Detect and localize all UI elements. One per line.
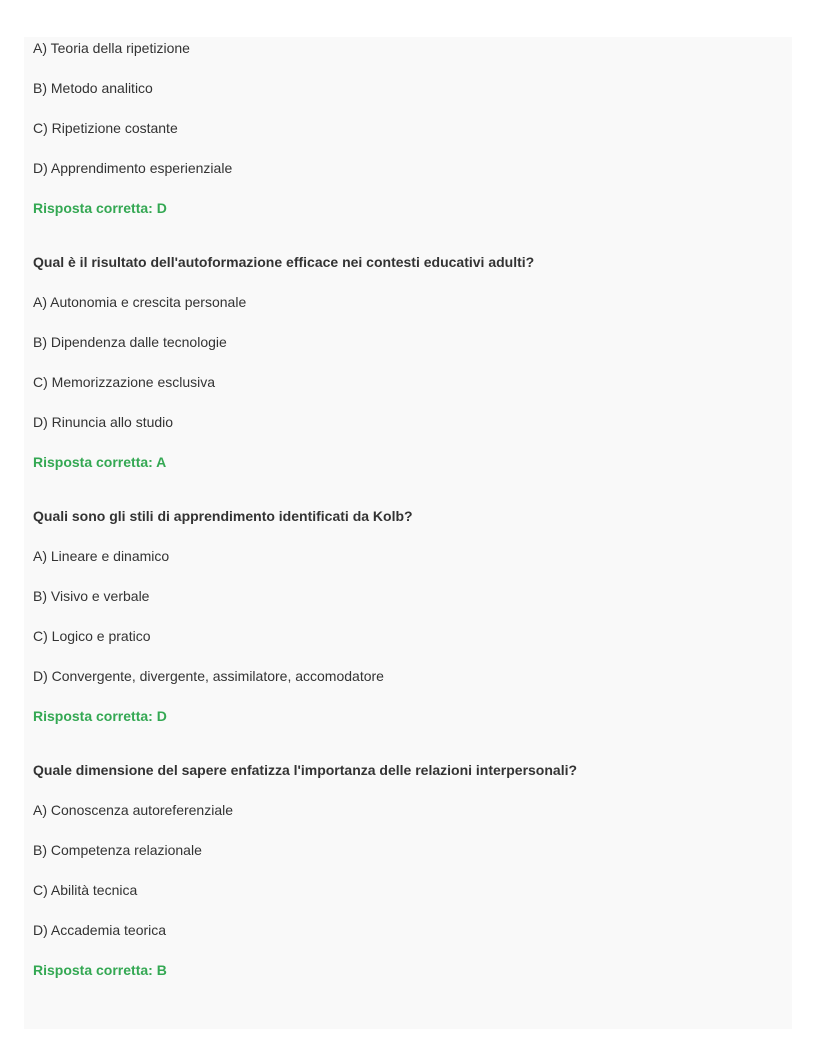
option-a: A) Autonomia e crescita personale xyxy=(33,294,247,310)
option-c: C) Logico e pratico xyxy=(33,628,151,644)
option-a: A) Conoscenza autoreferenziale xyxy=(33,802,234,818)
question-title: Quale dimensione del sapere enfatizza l'importanza delle relazioni interpersonali? xyxy=(33,762,578,778)
option-b: B) Competenza relazionale xyxy=(33,842,202,858)
option-a: A) Lineare e dinamico xyxy=(33,548,170,564)
question-title: Qual è il risultato dell'autoformazione efficace nei contesti educativi adulti? xyxy=(33,254,535,270)
option-b: B) Metodo analitico xyxy=(33,80,153,96)
question-title: Quali sono gli stili di apprendimento identificati da Kolb? xyxy=(33,508,413,524)
option-d: D) Convergente, divergente, assimilatore, accomodatore xyxy=(33,668,384,684)
option-c: C) Memorizzazione esclusiva xyxy=(33,374,216,390)
option-d: D) Rinuncia allo studio xyxy=(33,414,174,430)
correct-answer: Risposta corretta: B xyxy=(33,962,167,978)
option-c: C) Abilità tecnica xyxy=(33,882,138,898)
correct-answer: Risposta corretta: D xyxy=(33,708,167,724)
option-d: D) Apprendimento esperienziale xyxy=(33,160,233,176)
option-c: C) Ripetizione costante xyxy=(33,120,178,136)
option-d: D) Accademia teorica xyxy=(33,922,167,938)
correct-answer: Risposta corretta: A xyxy=(33,454,167,470)
option-b: B) Visivo e verbale xyxy=(33,588,150,604)
option-a: A) Teoria della ripetizione xyxy=(33,40,190,56)
question-block xyxy=(33,252,773,472)
option-b: B) Dipendenza dalle tecnologie xyxy=(33,334,227,350)
question-block xyxy=(33,760,773,980)
question-block xyxy=(33,38,773,218)
quiz-content xyxy=(33,38,773,980)
correct-answer: Risposta corretta: D xyxy=(33,200,167,216)
question-block xyxy=(33,506,773,726)
